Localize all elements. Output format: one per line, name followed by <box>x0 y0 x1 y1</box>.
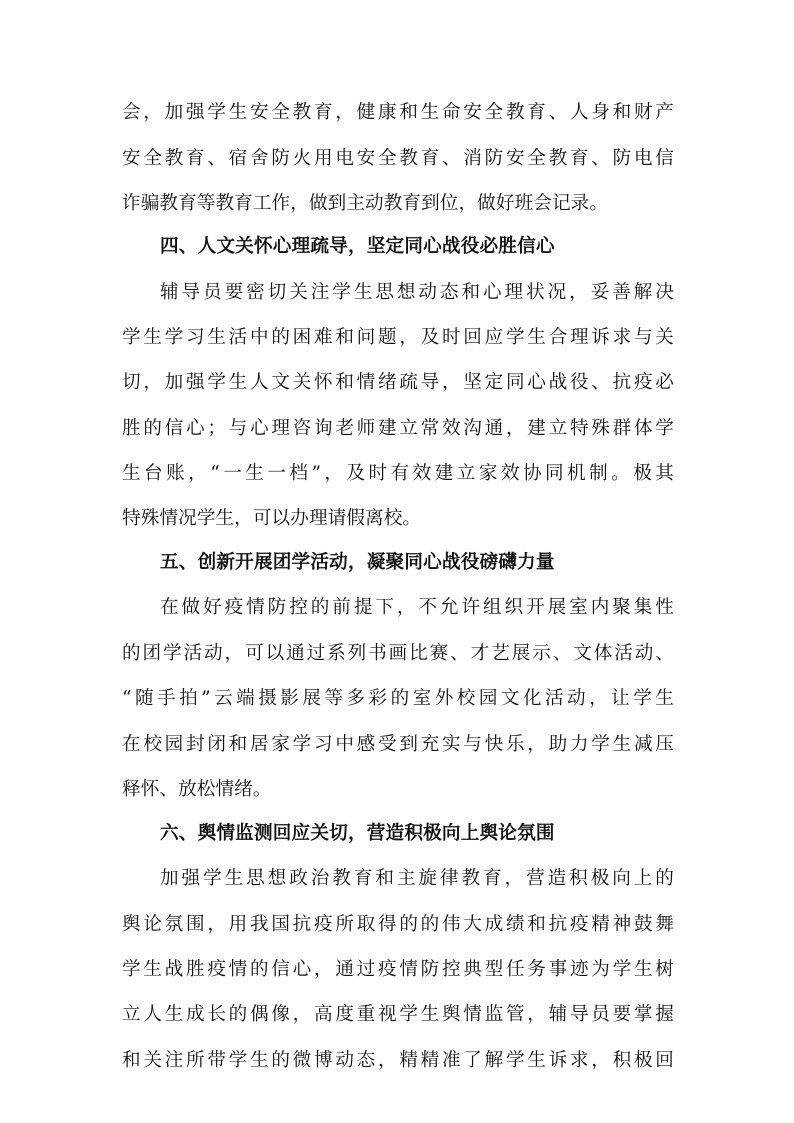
section-heading-4: 四、人文关怀心理疏导，坚定同心战役必胜信心 <box>160 236 555 257</box>
body-text-line: 生台账，“一生一档”，及时有效建立家效协同机制。极其 <box>122 463 674 484</box>
body-text-line: 在校园封闭和居家学习中感受到充实与快乐，助力学生减压 <box>122 734 674 755</box>
body-text-line: 切，加强学生人文关怀和情绪疏导，坚定同心战役、抗疫必 <box>122 372 674 393</box>
body-text-line: 的团学活动，可以通过系列书画比赛、才艺展示、文体活动、 <box>122 643 674 664</box>
body-text-line: 立人生成长的偶像，高度重视学生舆情监管，辅导员要掌握 <box>122 1004 674 1025</box>
body-text-line: 会，加强学生安全教育，健康和生命安全教育、人身和财产 <box>122 102 674 123</box>
body-text-line: 和关注所带学生的微博动态，精精准了解学生诉求，积极回 <box>122 1050 674 1071</box>
body-text-line: 在做好疫情防控的前提下，不允许组织开展室内聚集性 <box>160 597 674 618</box>
body-text-line: 释怀、放松情绪。 <box>122 779 272 800</box>
body-text-line: “随手拍”云端摄影展等多彩的室外校园文化活动，让学生 <box>122 688 674 709</box>
body-text-line: 加强学生思想政治教育和主旋律教育，营造积极向上的 <box>160 868 674 889</box>
body-text-line: 学生学习生活中的困难和问题，及时回应学生合理诉求与关 <box>122 327 674 348</box>
body-text-line: 安全教育、宿舍防火用电安全教育、消防安全教育、防电信 <box>122 148 674 169</box>
body-text-line: 学生战胜疫情的信心，通过疫情防控典型任务事迹为学生树 <box>122 959 674 980</box>
body-text-line: 特殊情况学生，可以办理请假离校。 <box>122 508 422 529</box>
section-heading-6: 六、舆情监测回应关切，营造积极向上舆论氛围 <box>160 823 555 844</box>
body-text-line: 辅导员要密切关注学生思想动态和心理状况，妥善解决 <box>160 282 674 303</box>
section-heading-5: 五、创新开展团学活动，凝聚同心战役磅礴力量 <box>160 552 555 573</box>
body-text-line: 诈骗教育等教育工作，做到主动教育到位，做好班会记录。 <box>122 193 609 214</box>
body-text-line: 胜的信心；与心理咨询老师建立常效沟通，建立特殊群体学 <box>122 418 674 439</box>
body-text-line: 舆论氛围，用我国抗疫所取得的的伟大成绩和抗疫精神鼓舞 <box>122 914 674 935</box>
